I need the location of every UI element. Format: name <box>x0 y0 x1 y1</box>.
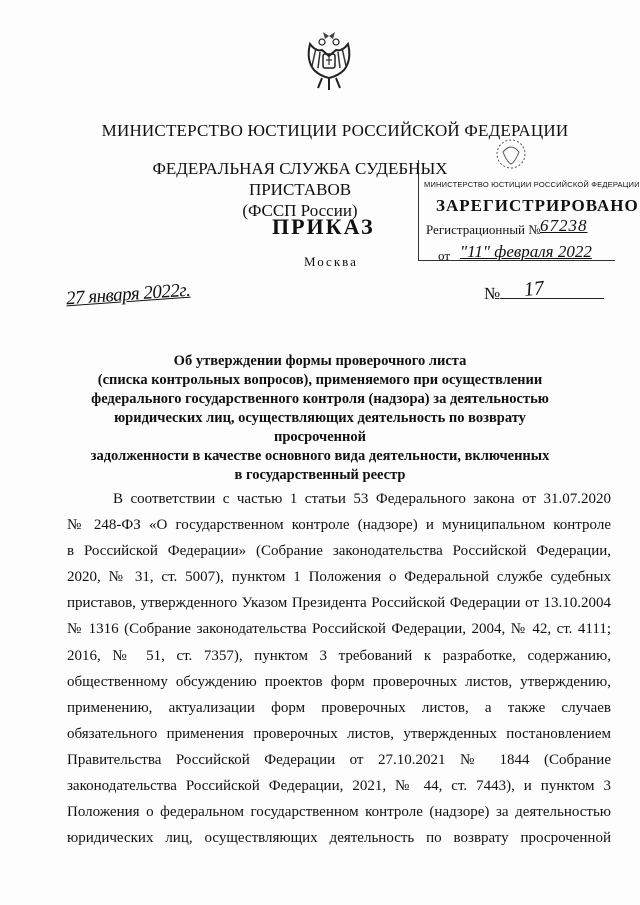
number-underline <box>500 298 604 299</box>
title-line: федерального государственного контроля (надзора) за деятельностью <box>91 391 549 407</box>
handwritten-date: 27 января 2022г. <box>65 279 191 310</box>
title-line: в государственный реестр <box>234 467 406 483</box>
body-line: В соответствии с частью 1 статьи 53 Федерального закона от 31.07.2020 <box>113 491 611 507</box>
title-line: задолженности в качестве основного вида деятельности, включенных <box>90 448 550 464</box>
body-line: законодательства Российской Федерации, 2021, № 44, ст. 7443), и пунктом 3 <box>67 778 611 795</box>
stamp-status: ЗАРЕГИСТРИРОВАНО <box>436 196 639 215</box>
ministry-name: МИНИСТЕРСТВО ЮСТИЦИИ РОССИЙСКОЙ ФЕДЕРАЦИИ <box>101 121 569 140</box>
service-name-line2: (ФССП России) <box>242 201 358 220</box>
title-line: юридических лиц, осуществляющих деятельность по возврату просроченной <box>114 410 526 445</box>
order-number: 17 <box>522 277 546 301</box>
document-title <box>70 352 570 485</box>
stamp-date: "11" февраля 2022 <box>460 242 592 261</box>
body-line: приставов, утвержденного Указом Президента Российской Федерации от 13.10.2004 <box>67 595 611 612</box>
body-line: в Российской Федерации» (Собрание законодательства Российской Федерации, <box>67 543 611 560</box>
body-line: Правительства Российской Федерации от 27.10.2021 № 1844 (Собрание <box>67 751 611 768</box>
body-line: Положения о федеральном государственном контроле (надзоре) за деятельностью <box>67 804 611 821</box>
stamp-reg-label: Регистрационный № <box>426 222 541 237</box>
title-line: Об утверждении формы проверочного листа <box>173 353 467 369</box>
number-label: № <box>484 284 501 303</box>
service-name-line1: ФЕДЕРАЛЬНАЯ СЛУЖБА СУДЕБНЫХ ПРИСТАВОВ <box>152 159 448 199</box>
body-text <box>67 486 611 851</box>
body-line: № 1316 (Собрание законодательства Российской Федерации, 2004, № 42, ст. 4111; <box>67 621 611 638</box>
city: Москва <box>304 254 358 269</box>
body-line: применению, актуализации форм проверочных листов, а также случаев <box>67 699 611 716</box>
body-line: обязательного применения проверочных листов, утвержденных постановлением <box>67 725 611 742</box>
body-line: юридических лиц, осуществляющих деятельность по возврату просроченной <box>67 830 611 847</box>
body-line: № 248-ФЗ «О государственном контроле (надзоре) и муниципальном контроле <box>67 517 611 534</box>
order-title: ПРИКАЗ <box>272 214 375 239</box>
service-name <box>150 158 450 221</box>
title-line: (списка контрольных вопросов), применяемого при осуществлении <box>97 372 543 388</box>
body-line: 2016, № 51, ст. 7357), пунктом 3 требований к разработке, содержанию, <box>67 647 611 664</box>
stamp-date-prefix: от <box>438 248 451 263</box>
body-line: 2020, № 31, ст. 5007), пунктом 1 Положения о Федеральной службе судебных <box>67 569 611 586</box>
coat-of-arms-emblem-icon <box>302 30 356 92</box>
stamp-reg-number: 67238 <box>540 216 588 235</box>
stamp-authority: МИНИСТЕРСТВО ЮСТИЦИИ РОССИЙСКОЙ ФЕДЕРАЦИИ <box>424 180 640 189</box>
body-line: общественному обсуждению проектов форм проверочных листов, утверждению, <box>67 673 611 690</box>
